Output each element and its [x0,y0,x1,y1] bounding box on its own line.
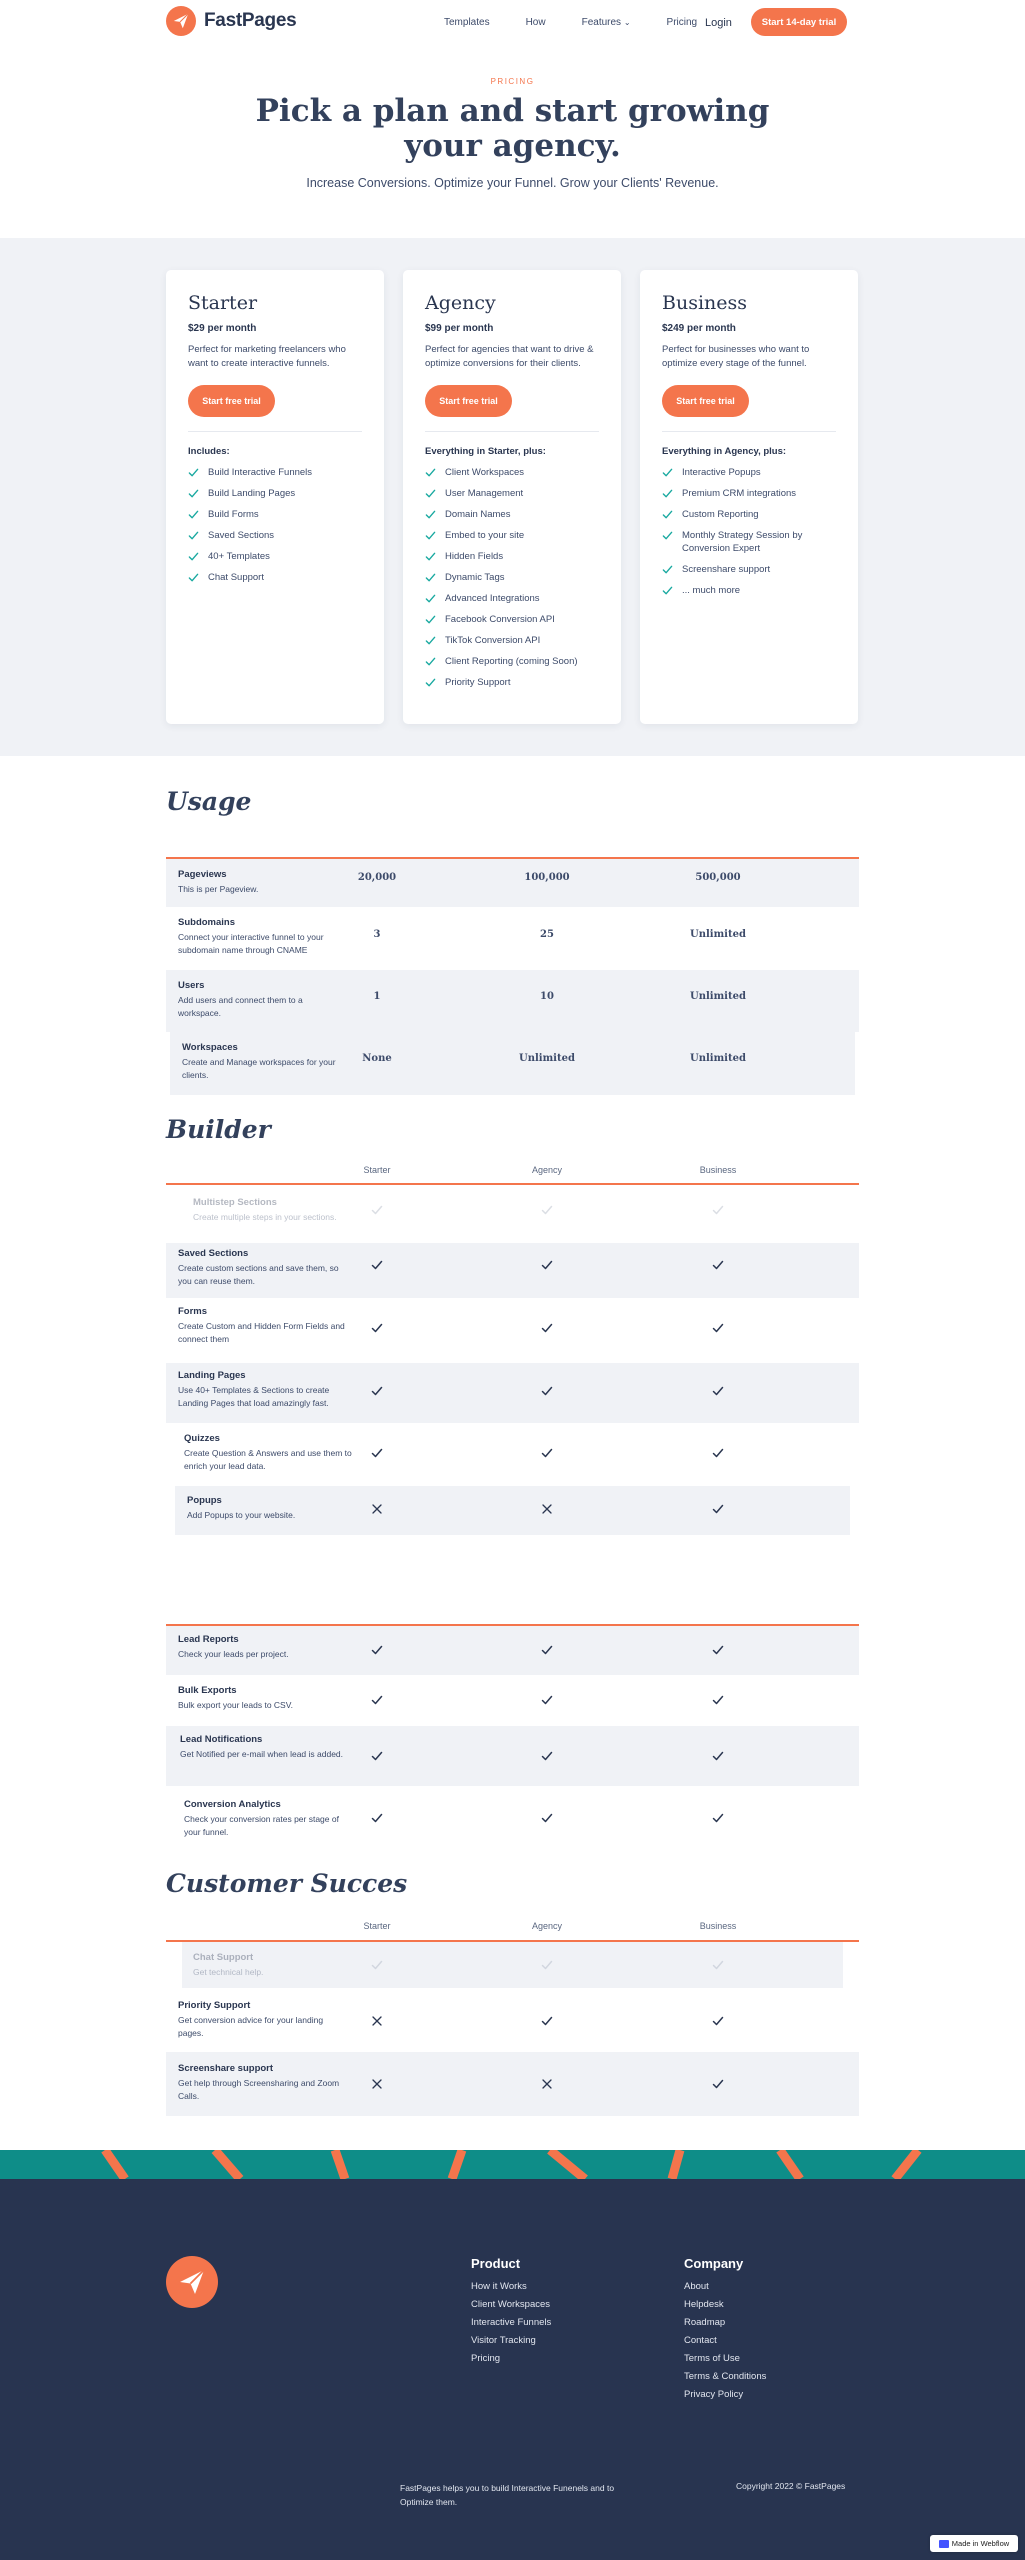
row-value: 10 [540,991,554,1002]
nav-link-pricing[interactable]: Pricing [666,17,698,28]
check-icon [188,467,199,478]
check-icon [371,1958,383,1970]
footer-company-link[interactable]: Roadmap [684,2317,726,2328]
check-icon [541,1643,553,1655]
plan-feature-label: Embed to your site [445,530,525,541]
plan-feature [425,613,605,626]
column-head-starter: Starter [363,1165,391,1175]
row-description: Create Custom and Hidden Form Fields and connect them [178,1321,345,1344]
check-icon [188,572,199,583]
cross-icon [371,2014,383,2026]
check-icon [541,1321,553,1333]
plan-description: Perfect for marketing freelancers who want to create interactive funnels. [188,344,346,369]
row-title: Pageviews [178,869,227,880]
check-icon [662,564,673,575]
paper-plane-icon [166,6,196,36]
plan-feature [662,563,842,576]
check-icon [371,1693,383,1705]
webflow-logo-icon [939,2540,949,2548]
check-icon [371,1203,383,1215]
check-icon [371,1258,383,1270]
check-icon [541,1203,553,1215]
plan-feature-label: Screenshare support [682,564,771,575]
footer-company-link[interactable]: About [684,2281,709,2292]
check-icon [188,530,199,541]
column-head-agency: Agency [531,1165,563,1175]
webflow-badge-label: Made in Webflow [951,2539,1010,2548]
plan-feature-label: TikTok Conversion API [445,635,541,646]
footer-company-link[interactable]: Helpdesk [684,2299,724,2310]
plan-feature-label: Dynamic Tags [445,572,505,583]
builder-section-title: Builder [166,1115,271,1144]
row-description: Get Notified per e-mail when lead is added. [180,1749,344,1759]
plan-feature [662,529,842,555]
table-row [166,2052,859,2116]
check-icon [712,1958,724,1970]
plan-feature-label: Hidden Fields [445,551,504,562]
plan-feature [662,584,842,597]
row-title: Popups [187,1495,222,1506]
row-description: Add Popups to your website. [187,1510,296,1520]
check-icon [188,551,199,562]
cross-icon [541,2077,553,2089]
check-icon [541,1258,553,1270]
plan-feature [188,529,368,542]
row-description: Use 40+ Templates & Sections to create Landing Pages that load amazingly fast. [178,1385,330,1408]
plan-feature [662,466,842,479]
plan-card-business [640,270,858,724]
row-value: Unlimited [690,929,746,940]
top-nav [0,0,1025,44]
footer-about: FastPages helps you to build Interactive Funenels and to Optimize them. [400,2483,615,2507]
check-icon [371,1749,383,1761]
row-description: Bulk export your leads to CSV. [178,1700,293,1710]
table-row [166,1726,859,1786]
plan-price: $249 per month [662,323,736,334]
plan-feature [425,571,605,584]
decorative-stripe [0,2150,1025,2179]
row-description: Check your conversion rates per stage of your funnel. [184,1814,339,1837]
table-row [166,1363,859,1423]
plan-feature [662,508,842,521]
check-icon [371,1321,383,1333]
plan-feature [425,487,605,500]
brand-name: FastPages [204,10,297,31]
check-icon [425,593,436,604]
divider [188,431,362,432]
footer-product-link[interactable]: Pricing [471,2353,501,2364]
row-title: Landing Pages [178,1370,246,1381]
footer-product-link[interactable]: Interactive Funnels [471,2317,552,2328]
title-line-2: your agency. [404,128,621,164]
check-icon [425,656,436,667]
row-title: Users [178,980,205,991]
check-icon [425,635,436,646]
divider [425,431,599,432]
plan-feature-label: Build Landing Pages [208,488,296,499]
plan-feature-label: Chat Support [208,572,264,583]
row-title: Lead Notifications [180,1734,263,1745]
row-description: Create multiple steps in your sections. [193,1212,337,1222]
row-value: Unlimited [519,1053,575,1064]
plan-description: Perfect for businesses who want to optimize every stage of the funnel. [662,344,810,369]
plan-feature [188,571,368,584]
check-icon [712,1502,724,1514]
row-title: Screenshare support [178,2063,274,2074]
table-row [182,1942,843,1988]
check-icon [541,1693,553,1705]
plan-feature-label: Domain Names [445,509,511,520]
plan-feature-label: Priority Support [445,677,511,688]
table-row [166,1298,859,1363]
column-head-business: Business [699,1165,737,1175]
check-icon [712,2077,724,2089]
check-icon [712,1384,724,1396]
row-title: Lead Reports [178,1634,239,1645]
plan-feature [188,550,368,563]
row-value: 500,000 [695,872,741,883]
column-head-business: Business [699,1921,737,1931]
table-row [166,1243,859,1298]
footer-company-link[interactable]: Terms & Conditions [684,2371,767,2382]
table-row [166,1988,859,2052]
footer-copyright: Copyright 2022 © FastPages [736,2481,846,2491]
footer-product-link[interactable]: Visitor Tracking [471,2335,536,2346]
footer-company-link[interactable]: Privacy Policy [684,2389,744,2400]
row-description: Create and Manage workspaces for your clients. [182,1057,336,1080]
check-icon [662,585,673,596]
row-value: None [362,1053,392,1064]
row-title: Conversion Analytics [184,1799,281,1810]
row-title: Workspaces [182,1042,238,1053]
check-icon [662,488,673,499]
column-head-agency: Agency [531,1921,563,1931]
plan-feature [188,487,368,500]
row-title: Multistep Sections [193,1197,277,1208]
row-value: 3 [373,929,381,940]
plan-includes-heading: Includes: [188,446,230,457]
row-value: Unlimited [690,991,746,1002]
plan-feature-label: Interactive Popups [682,467,761,478]
row-description: Get technical help. [193,1967,264,1977]
footer-product-link[interactable]: How it Works [471,2281,527,2292]
check-icon [425,467,436,478]
row-title: Bulk Exports [178,1685,237,1696]
check-icon [662,509,673,520]
plan-feature [425,550,605,563]
check-icon [425,530,436,541]
row-description: Create custom sections and save them, so you can reuse them. [178,1263,339,1286]
start-free-trial-button[interactable]: Start free trial [188,385,275,417]
nav-links [444,17,733,28]
check-icon [371,1384,383,1396]
footer-product-link[interactable]: Client Workspaces [471,2299,551,2310]
plan-feature-label: Build Forms [208,509,259,520]
row-description: Check your leads per project. [178,1649,289,1659]
pricing-eyebrow: PRICING [490,77,535,86]
start-free-trial-button[interactable]: Start free trial [662,385,749,417]
nav-link-templates[interactable]: Templates [444,17,490,28]
page-title [0,94,1025,164]
check-icon [712,1203,724,1215]
check-icon [425,572,436,583]
nav-link-features-label: Features [581,17,622,28]
plan-feature-list [425,466,605,697]
check-icon [541,1958,553,1970]
check-icon [541,1749,553,1761]
cross-icon [541,1502,553,1514]
table-row [166,859,859,907]
check-icon [712,1749,724,1761]
row-title: Forms [178,1306,208,1317]
plan-name: Business [662,292,748,314]
row-title: Quizzes [184,1433,220,1444]
check-icon [712,1811,724,1823]
footer-company-link[interactable]: Contact [684,2335,717,2346]
check-icon [712,1321,724,1333]
plan-price: $99 per month [425,323,494,334]
check-icon [712,1258,724,1270]
plan-feature [425,655,605,668]
usage-section-title: Usage [166,787,252,816]
plan-feature-label: Advanced Integrations [445,593,540,604]
check-icon [712,1693,724,1705]
plan-includes-heading: Everything in Agency, plus: [662,446,787,457]
webflow-badge[interactable] [930,2535,1018,2552]
row-title: Priority Support [178,2000,251,2011]
login-link[interactable]: Login [705,17,732,29]
plan-includes-heading: Everything in Starter, plus: [425,446,546,457]
plan-feature [188,508,368,521]
plan-description: Perfect for agencies that want to drive & optimize conversions for their clients. [425,344,594,369]
row-description: Add users and connect them to a workspace. [178,995,303,1018]
plan-feature-label: Custom Reporting [682,509,759,520]
footer-company-link[interactable]: Terms of Use [684,2353,740,2364]
check-icon [541,1811,553,1823]
check-icon [541,1446,553,1458]
check-icon [712,1446,724,1458]
plan-feature-label: Monthly Strategy Session by Conversion Expert [682,530,803,554]
table-row [166,1675,859,1726]
footer [0,2179,1025,2560]
chevron-down-icon: ⌄ [623,18,631,27]
footer-paper-plane-icon[interactable] [166,2256,218,2308]
check-icon [425,677,436,688]
plan-feature-list [188,466,368,592]
plan-feature-label: User Management [445,488,524,499]
plan-name: Agency [425,292,496,314]
plan-name: Starter [188,292,258,314]
plan-card-agency [403,270,621,724]
nav-link-how[interactable]: How [525,17,546,28]
divider [662,431,836,432]
start-free-trial-button[interactable]: Start free trial [425,385,512,417]
plan-feature-label: Build Interactive Funnels [208,467,313,478]
row-title: Chat Support [193,1952,254,1963]
column-head-starter: Starter [363,1921,391,1931]
table-row [166,1423,859,1486]
customer-success-section-title: Customer Succes [166,1869,408,1898]
plan-feature [425,466,605,479]
plan-feature [425,676,605,689]
check-icon [425,509,436,520]
check-icon [662,467,673,478]
table-row [166,1185,859,1243]
hero-subtitle: Increase Conversions. Optimize your Funnel. Grow your Clients' Revenue. [306,176,719,190]
plan-feature-label: Client Workspaces [445,467,525,478]
footer-company-title: Company [684,2256,744,2271]
plan-feature-label: Client Reporting (coming Soon) [445,656,578,667]
table-row [175,1486,850,1535]
check-icon [541,1384,553,1396]
plan-feature [662,487,842,500]
plan-feature-label: Saved Sections [208,530,275,541]
row-value: 20,000 [357,872,397,883]
plan-feature-label: 40+ Templates [208,551,270,562]
plan-feature [425,529,605,542]
row-description: Connect your interactive funnel to your subdomain name through CNAME [178,932,324,955]
title-line-1: Pick a plan and start growing [255,93,770,129]
brand-logo[interactable] [166,6,296,36]
table-row [166,1786,859,1850]
check-icon [425,551,436,562]
row-value: 1 [373,991,381,1002]
plan-feature-list [662,466,842,605]
check-icon [712,1643,724,1655]
nav-link-features[interactable] [582,17,631,28]
check-icon [425,488,436,499]
footer-product-title: Product [471,2256,521,2271]
plan-feature-label: Premium CRM integrations [682,488,797,499]
cross-icon [371,2077,383,2089]
row-description: Get conversion advice for your landing pages. [178,2015,324,2038]
plan-card-starter [166,270,384,724]
plan-feature [425,508,605,521]
row-description: Get help through Screensharing and Zoom Calls. [178,2078,340,2101]
check-icon [188,509,199,520]
row-value: 25 [540,929,554,940]
check-icon [371,1811,383,1823]
plan-feature-label: Facebook Conversion API [445,614,555,625]
check-icon [541,2014,553,2026]
check-icon [371,1643,383,1655]
check-icon [425,614,436,625]
row-value: 100,000 [524,872,570,883]
plan-feature [188,466,368,479]
row-title: Saved Sections [178,1248,249,1259]
plan-feature [425,592,605,605]
row-value: Unlimited [690,1053,746,1064]
row-title: Subdomains [178,917,236,928]
check-icon [188,488,199,499]
check-icon [662,530,673,541]
plan-price: $29 per month [188,323,257,334]
cross-icon [371,1502,383,1514]
plan-feature-label: ... much more [682,585,741,596]
row-description: Create Question & Answers and use them to enrich your lead data. [184,1448,352,1471]
row-description: This is per Pageview. [178,884,259,894]
plan-feature [425,634,605,647]
start-trial-button[interactable]: Start 14-day trial [751,8,847,36]
check-icon [712,2014,724,2026]
table-row [166,1626,859,1675]
check-icon [371,1446,383,1458]
